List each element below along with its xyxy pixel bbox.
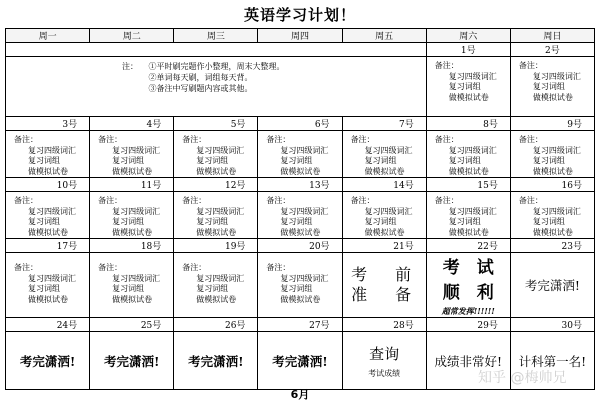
task-line: 复习四级词汇 — [448, 145, 497, 155]
task-label: 备注： — [350, 135, 375, 144]
day-number: 10号 — [6, 178, 90, 192]
task-label: 备注： — [98, 196, 123, 205]
day-number: 9号 — [510, 117, 594, 131]
note-label: 注： — [122, 62, 138, 71]
day-number: 22号 — [426, 239, 510, 253]
day-number: 11号 — [90, 178, 174, 192]
task-line: 复习词组 — [112, 217, 145, 226]
task-line: 复习四级词汇 — [280, 273, 329, 283]
day-number: 13号 — [258, 178, 342, 192]
day-cell — [258, 131, 342, 178]
weekday-sun: 周日 — [510, 29, 594, 43]
task-line: 复习词组 — [280, 217, 313, 226]
exam-luck-line-2: 顺 利 — [442, 283, 494, 303]
task-line: 复习四级词汇 — [112, 273, 161, 283]
weekday-mon: 周一 — [6, 29, 90, 43]
task-line: 复习四级词汇 — [28, 206, 76, 216]
task-label: 备注： — [266, 196, 291, 205]
day-number: 21号 — [342, 239, 426, 253]
done-text: 考完潇洒! — [524, 278, 580, 293]
task-line: 复习四级词汇 — [28, 145, 76, 155]
week-2-row — [6, 131, 595, 178]
task-line: 复习词组 — [448, 217, 481, 226]
task-line: 做模拟试卷 — [196, 294, 237, 304]
task-line: 做模拟试卷 — [28, 294, 68, 304]
weekday-thu: 周四 — [258, 29, 342, 43]
task-line: 做模拟试卷 — [280, 294, 321, 304]
task-label: 备注： — [350, 196, 375, 205]
day-number: 17号 — [6, 239, 90, 253]
task-line: 复习词组 — [532, 82, 565, 91]
month-label: 6月 — [290, 388, 310, 401]
day-number: 3号 — [6, 117, 90, 131]
day-cell — [90, 131, 174, 178]
week-1-row — [6, 57, 595, 117]
task-line: 复习词组 — [532, 156, 565, 165]
day-cell-done — [6, 332, 90, 390]
day-number: 20号 — [258, 239, 342, 253]
day-number: 8号 — [426, 117, 510, 131]
day-number: 18号 — [90, 239, 174, 253]
task-label: 备注： — [182, 196, 207, 205]
task-line: 复习四级词汇 — [364, 206, 413, 216]
weekday-header-row — [6, 29, 595, 43]
blank-row — [6, 43, 595, 57]
task-line: 复习四级词汇 — [112, 145, 161, 155]
task-label: 备注： — [434, 61, 459, 70]
task-label: 备注： — [434, 196, 459, 205]
weekday-tue: 周二 — [90, 29, 174, 43]
day-number: 24号 — [6, 318, 90, 332]
task-line: 复习四级词汇 — [448, 71, 497, 81]
task-line: 做模拟试卷 — [112, 294, 153, 304]
done-text: 考完潇洒! — [19, 353, 76, 369]
task-line: 做模拟试卷 — [196, 166, 237, 176]
day-cell — [510, 192, 594, 239]
task-label: 备注： — [518, 135, 543, 144]
task-line: 复习四级词汇 — [196, 206, 245, 216]
task-line: 复习词组 — [280, 284, 313, 293]
note-line: ③备注中写刷题内容或其他。 — [148, 84, 253, 93]
task-line: 复习四级词汇 — [280, 206, 329, 216]
day-number: 1号 — [426, 43, 510, 57]
task-label: 备注： — [14, 135, 38, 144]
day-cell-done — [258, 332, 342, 390]
day-cell — [90, 192, 174, 239]
task-line: 复习四级词汇 — [532, 145, 581, 155]
task-line: 复习四级词汇 — [280, 145, 329, 155]
day-cell — [6, 253, 90, 318]
note-cell — [6, 57, 427, 117]
day-cell — [174, 253, 258, 318]
day-cell — [174, 192, 258, 239]
task-line: 做模拟试卷 — [364, 227, 405, 237]
task-line: 复习四级词汇 — [196, 145, 245, 155]
first-text: 计科第一名! — [518, 353, 587, 369]
task-label: 备注： — [434, 135, 459, 144]
day-cell — [426, 57, 510, 117]
task-line: 做模拟试卷 — [364, 166, 405, 176]
task-line: 做模拟试卷 — [280, 227, 321, 237]
day-cell-exam-prep — [342, 253, 426, 318]
task-line: 复习四级词汇 — [532, 206, 581, 216]
day-cell — [258, 253, 342, 318]
task-label: 备注： — [98, 263, 123, 272]
day-number: 15号 — [426, 178, 510, 192]
done-text: 考完潇洒! — [272, 353, 328, 369]
task-line: 复习词组 — [28, 284, 60, 293]
day-number: 12号 — [174, 178, 258, 192]
task-line: 复习词组 — [196, 217, 229, 226]
task-line: 复习词组 — [448, 82, 481, 91]
day-number: 25号 — [90, 318, 174, 332]
day-cell — [258, 192, 342, 239]
day-number: 14号 — [342, 178, 426, 192]
day-cell-query — [342, 332, 426, 390]
task-line: 复习词组 — [196, 284, 229, 293]
task-line: 做模拟试卷 — [28, 227, 68, 237]
day-cell — [6, 131, 90, 178]
task-label: 备注： — [518, 61, 543, 70]
task-line: 复习词组 — [196, 156, 229, 165]
day-number: 30号 — [510, 318, 594, 332]
task-line: 做模拟试卷 — [448, 227, 489, 237]
watermark: 知乎 @梅帅兄 — [478, 370, 567, 386]
weekday-fri: 周五 — [342, 29, 426, 43]
task-line: 复习词组 — [448, 156, 481, 165]
day-cell — [90, 253, 174, 318]
task-line: 做模拟试卷 — [112, 227, 153, 237]
day-number-row — [6, 117, 595, 131]
day-number: 16号 — [510, 178, 594, 192]
done-text: 考完潇洒! — [103, 353, 160, 369]
day-cell — [342, 192, 426, 239]
task-label: 备注： — [14, 196, 38, 205]
task-line: 做模拟试卷 — [532, 92, 573, 102]
task-line: 复习四级词汇 — [364, 145, 413, 155]
task-label: 备注： — [182, 135, 207, 144]
day-number: 29号 — [426, 318, 510, 332]
task-line: 复习词组 — [28, 217, 60, 226]
task-label: 备注： — [98, 135, 123, 144]
note-line: ①平时刷完题作小整理，周末大整理。 — [148, 62, 285, 71]
day-cell-done — [90, 332, 174, 390]
day-number: 6号 — [258, 117, 342, 131]
week-4-row — [6, 253, 595, 318]
day-number: 5号 — [174, 117, 258, 131]
day-cell — [426, 192, 510, 239]
task-label: 备注： — [182, 263, 207, 272]
day-cell-done — [174, 332, 258, 390]
task-line: 复习四级词汇 — [532, 71, 581, 81]
day-cell-exam-luck — [426, 253, 510, 318]
task-line: 做模拟试卷 — [532, 166, 573, 176]
exam-luck-subtext: 超常发挥!!!!!! — [441, 306, 495, 316]
task-line: 做模拟试卷 — [28, 166, 68, 176]
day-number: 27号 — [258, 318, 342, 332]
day-number: 23号 — [510, 239, 594, 253]
task-label: 备注： — [266, 135, 291, 144]
task-line: 做模拟试卷 — [196, 227, 237, 237]
calendar-table — [5, 28, 595, 390]
task-line: 做模拟试卷 — [448, 92, 489, 102]
task-label: 备注： — [518, 196, 543, 205]
task-line: 复习四级词汇 — [112, 206, 161, 216]
day-number: 26号 — [174, 318, 258, 332]
task-line: 复习词组 — [28, 156, 60, 165]
day-number: 7号 — [342, 117, 426, 131]
day-number: 4号 — [90, 117, 174, 131]
day-cell — [6, 192, 90, 239]
task-line: 复习词组 — [532, 217, 565, 226]
day-number: 2号 — [510, 43, 594, 57]
page-title: 英语学习计划！ — [243, 6, 356, 24]
week-3-row — [6, 192, 595, 239]
query-subtext: 考试成绩 — [368, 368, 401, 378]
day-cell — [342, 131, 426, 178]
day-cell — [510, 131, 594, 178]
day-number: 19号 — [174, 239, 258, 253]
task-line: 做模拟试卷 — [532, 227, 573, 237]
task-line: 做模拟试卷 — [280, 166, 321, 176]
blank-cell — [6, 43, 427, 57]
day-number-row — [6, 318, 595, 332]
task-line: 做模拟试卷 — [448, 166, 489, 176]
day-cell — [174, 131, 258, 178]
task-line: 复习词组 — [112, 284, 145, 293]
day-cell-done — [510, 253, 594, 318]
task-line: 复习词组 — [364, 217, 397, 226]
done-text: 考完潇洒! — [188, 353, 244, 369]
task-label: 备注： — [266, 263, 291, 272]
day-cell — [510, 57, 594, 117]
query-text: 查询 — [369, 344, 400, 363]
task-line: 复习四级词汇 — [448, 206, 497, 216]
day-number-row — [6, 239, 595, 253]
exam-luck-line-1: 考 试 — [442, 258, 494, 278]
exam-prep-line-1: 考 前 — [351, 265, 418, 284]
task-line: 做模拟试卷 — [112, 166, 153, 176]
day-number-row — [6, 178, 595, 192]
task-label: 备注： — [14, 263, 38, 272]
day-number: 28号 — [342, 318, 426, 332]
note-line: ②单词每天刷，词组每天背。 — [148, 73, 253, 82]
task-line: 复习四级词汇 — [28, 273, 76, 283]
task-line: 复习词组 — [364, 156, 397, 165]
task-line: 复习四级词汇 — [196, 273, 245, 283]
weekday-wed: 周三 — [174, 29, 258, 43]
great-text: 成绩非常好! — [434, 353, 503, 369]
weekday-sat: 周六 — [426, 29, 510, 43]
day-cell — [426, 131, 510, 178]
task-line: 复习词组 — [112, 156, 145, 165]
task-line: 复习词组 — [280, 156, 313, 165]
exam-prep-line-2: 准 备 — [351, 285, 418, 304]
